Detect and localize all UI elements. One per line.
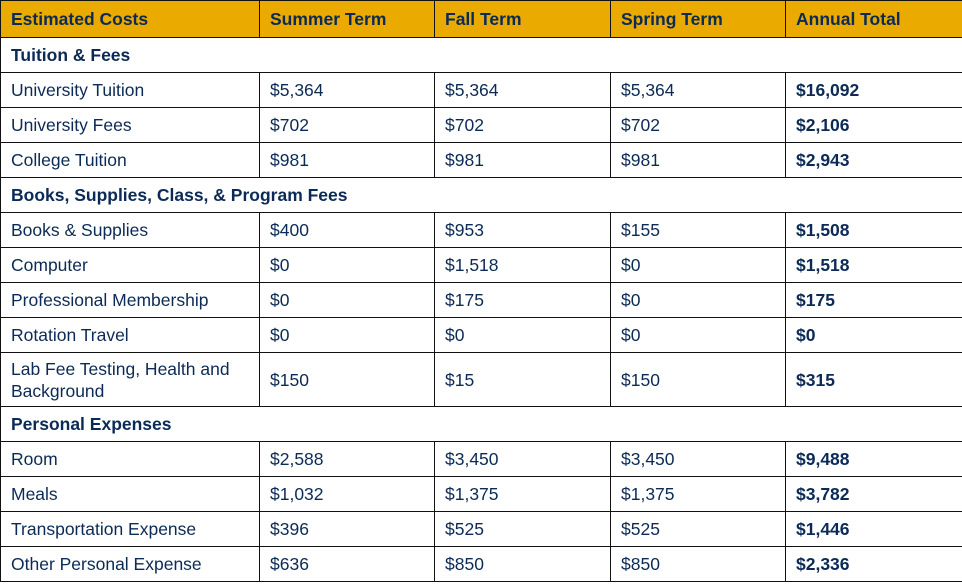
summer-term-cell: $0 <box>260 248 435 283</box>
summer-term-cell: $0 <box>260 283 435 318</box>
summer-term-cell: $396 <box>260 512 435 547</box>
table-row <box>1 353 962 407</box>
fall-term-cell: $1,375 <box>435 477 611 512</box>
table-row <box>1 108 962 143</box>
spring-term-cell: $0 <box>611 283 786 318</box>
annual-total-cell: $1,446 <box>786 512 962 547</box>
table-row <box>1 318 962 353</box>
table-row <box>1 248 962 283</box>
cost-item-cell: College Tuition <box>1 143 260 178</box>
annual-total-cell: $16,092 <box>786 73 962 108</box>
fall-term-cell: $702 <box>435 108 611 143</box>
section-heading: Personal Expenses <box>1 407 962 442</box>
spring-term-cell: $0 <box>611 318 786 353</box>
header-annual-total: Annual Total <box>786 1 962 38</box>
table-row <box>1 143 962 178</box>
spring-term-cell: $0 <box>611 248 786 283</box>
summer-term-cell: $5,364 <box>260 73 435 108</box>
cost-item-cell: Other Personal Expense <box>1 547 260 582</box>
header-fall-term: Fall Term <box>435 1 611 38</box>
cost-item-cell: Professional Membership <box>1 283 260 318</box>
annual-total-cell: $175 <box>786 283 962 318</box>
annual-total-cell: $1,518 <box>786 248 962 283</box>
fall-term-cell: $1,518 <box>435 248 611 283</box>
table-row <box>1 213 962 248</box>
table-row <box>1 512 962 547</box>
cost-item-cell: Meals <box>1 477 260 512</box>
annual-total-cell: $3,782 <box>786 477 962 512</box>
summer-term-cell: $981 <box>260 143 435 178</box>
fall-term-cell: $5,364 <box>435 73 611 108</box>
spring-term-cell: $1,375 <box>611 477 786 512</box>
fall-term-cell: $525 <box>435 512 611 547</box>
section-heading: Books, Supplies, Class, & Program Fees <box>1 178 962 213</box>
section-row <box>1 407 962 442</box>
summer-term-cell: $0 <box>260 318 435 353</box>
header-row <box>1 1 962 38</box>
annual-total-cell: $1,508 <box>786 213 962 248</box>
fall-term-cell: $3,450 <box>435 442 611 477</box>
annual-total-cell: $9,488 <box>786 442 962 477</box>
cost-item-cell: Computer <box>1 248 260 283</box>
summer-term-cell: $2,588 <box>260 442 435 477</box>
table-row <box>1 477 962 512</box>
spring-term-cell: $981 <box>611 143 786 178</box>
section-heading: Tuition & Fees <box>1 38 962 73</box>
annual-total-cell: $315 <box>786 353 962 407</box>
spring-term-cell: $155 <box>611 213 786 248</box>
spring-term-cell: $5,364 <box>611 73 786 108</box>
cost-item-cell: University Tuition <box>1 73 260 108</box>
fall-term-cell: $953 <box>435 213 611 248</box>
summer-term-cell: $150 <box>260 353 435 407</box>
table-row <box>1 442 962 477</box>
cost-item-cell: Books & Supplies <box>1 213 260 248</box>
header-summer-term: Summer Term <box>260 1 435 38</box>
cost-item-cell: Lab Fee Testing, Health and Background <box>1 353 260 407</box>
annual-total-cell: $2,336 <box>786 547 962 582</box>
summer-term-cell: $636 <box>260 547 435 582</box>
spring-term-cell: $150 <box>611 353 786 407</box>
fall-term-cell: $15 <box>435 353 611 407</box>
header-spring-term: Spring Term <box>611 1 786 38</box>
summer-term-cell: $400 <box>260 213 435 248</box>
table-row <box>1 283 962 318</box>
cost-item-cell: Room <box>1 442 260 477</box>
annual-total-cell: $2,106 <box>786 108 962 143</box>
annual-total-cell: $2,943 <box>786 143 962 178</box>
cost-item-cell: University Fees <box>1 108 260 143</box>
fall-term-cell: $850 <box>435 547 611 582</box>
header-estimated-costs: Estimated Costs <box>1 1 260 38</box>
annual-total-cell: $0 <box>786 318 962 353</box>
summer-term-cell: $702 <box>260 108 435 143</box>
cost-item-cell: Transportation Expense <box>1 512 260 547</box>
spring-term-cell: $525 <box>611 512 786 547</box>
table-row <box>1 547 962 582</box>
cost-item-cell: Rotation Travel <box>1 318 260 353</box>
section-row <box>1 38 962 73</box>
fall-term-cell: $175 <box>435 283 611 318</box>
table-body <box>1 38 962 582</box>
summer-term-cell: $1,032 <box>260 477 435 512</box>
fall-term-cell: $0 <box>435 318 611 353</box>
spring-term-cell: $3,450 <box>611 442 786 477</box>
fall-term-cell: $981 <box>435 143 611 178</box>
spring-term-cell: $702 <box>611 108 786 143</box>
section-row <box>1 178 962 213</box>
spring-term-cell: $850 <box>611 547 786 582</box>
table-row <box>1 73 962 108</box>
